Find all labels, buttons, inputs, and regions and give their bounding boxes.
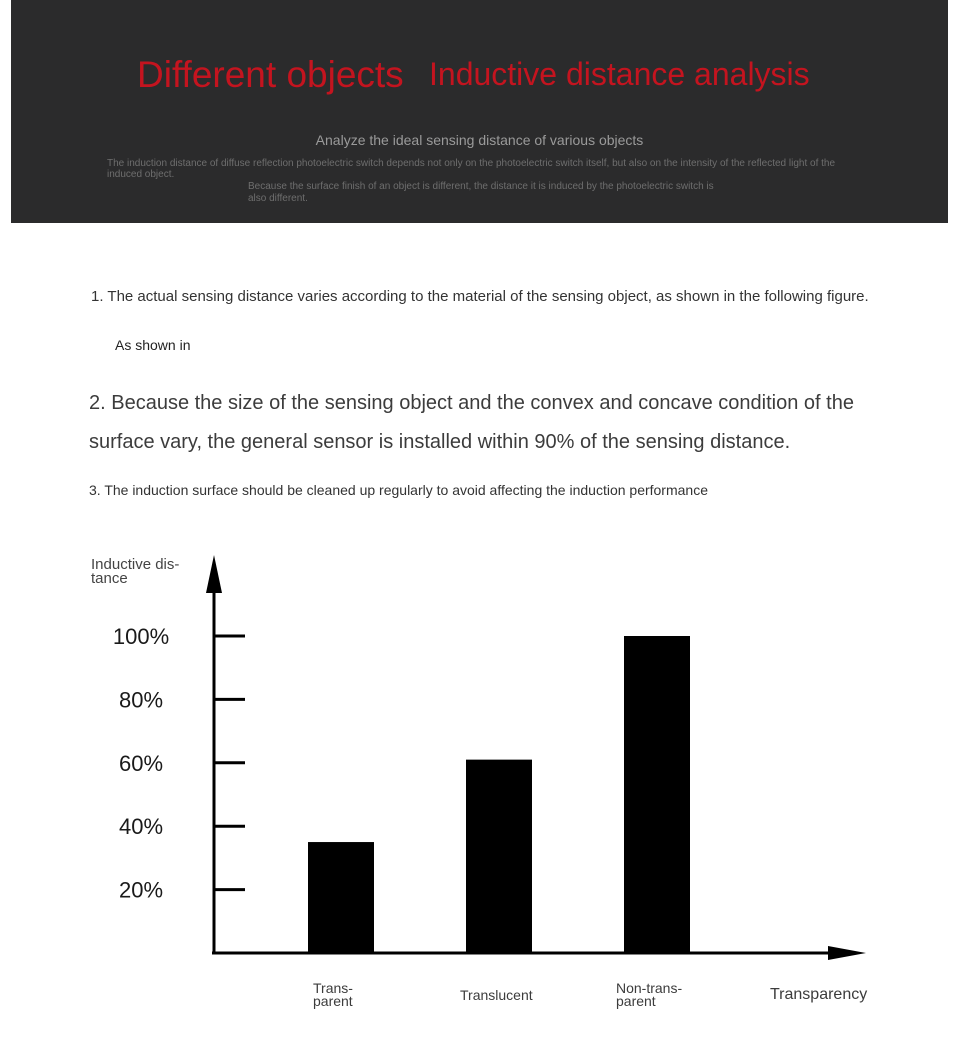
title-inductive-distance: Inductive distance analysis (429, 56, 810, 92)
header-description-1: The induction distance of diffuse reflection photoelectric switch depends not only on the photoelectric switch itself, but also on the intensity of the reflected light of the induced object. (107, 158, 836, 180)
chart-y-axis-label: Inductive dis-tance (91, 556, 180, 587)
y-tick-label: 80% (118, 687, 164, 713)
point-3: 3. The induction surface should be cleaned up regularly to avoid affecting the induction performance (89, 482, 708, 498)
point-1-note: As shown in (115, 337, 191, 353)
title-different-objects: Different objects (137, 54, 404, 95)
y-axis-arrow-icon (206, 555, 222, 593)
y-tick-label: 100% (112, 624, 170, 649)
x-category-label: Translucent (460, 987, 533, 1003)
chart-y-ticks (113, 624, 245, 903)
chart-bars (308, 636, 690, 953)
bar (624, 636, 690, 953)
y-tick-label: 40% (118, 814, 164, 840)
point-2: 2. Because the size of the sensing object and the convex and concave condition of the surface vary, the general sensor is installed within 90% of the sensing distance. (89, 392, 854, 453)
inductive-distance-chart (0, 540, 960, 1020)
chart-x-axis-label: Transparency (770, 986, 868, 1003)
header-description-2: Because the surface finish of an object is different, the distance it is induced by the photoelectric switch is also different. (248, 181, 714, 204)
y-tick-label: 20% (118, 877, 164, 903)
y-tick-label: 60% (118, 750, 164, 776)
x-category-label: Non-trans- parent (616, 980, 683, 1009)
x-category-label: Trans- parent (313, 980, 353, 1009)
chart-axes (206, 555, 866, 960)
bar (308, 842, 374, 953)
header-subtitle: Analyze the ideal sensing distance of various objects (315, 132, 644, 148)
x-axis-arrow-icon (828, 946, 866, 960)
header-banner (11, 0, 948, 223)
bar (466, 760, 532, 953)
point-1: 1. The actual sensing distance varies according to the material of the sensing object, as shown in the following figure. (91, 288, 869, 305)
